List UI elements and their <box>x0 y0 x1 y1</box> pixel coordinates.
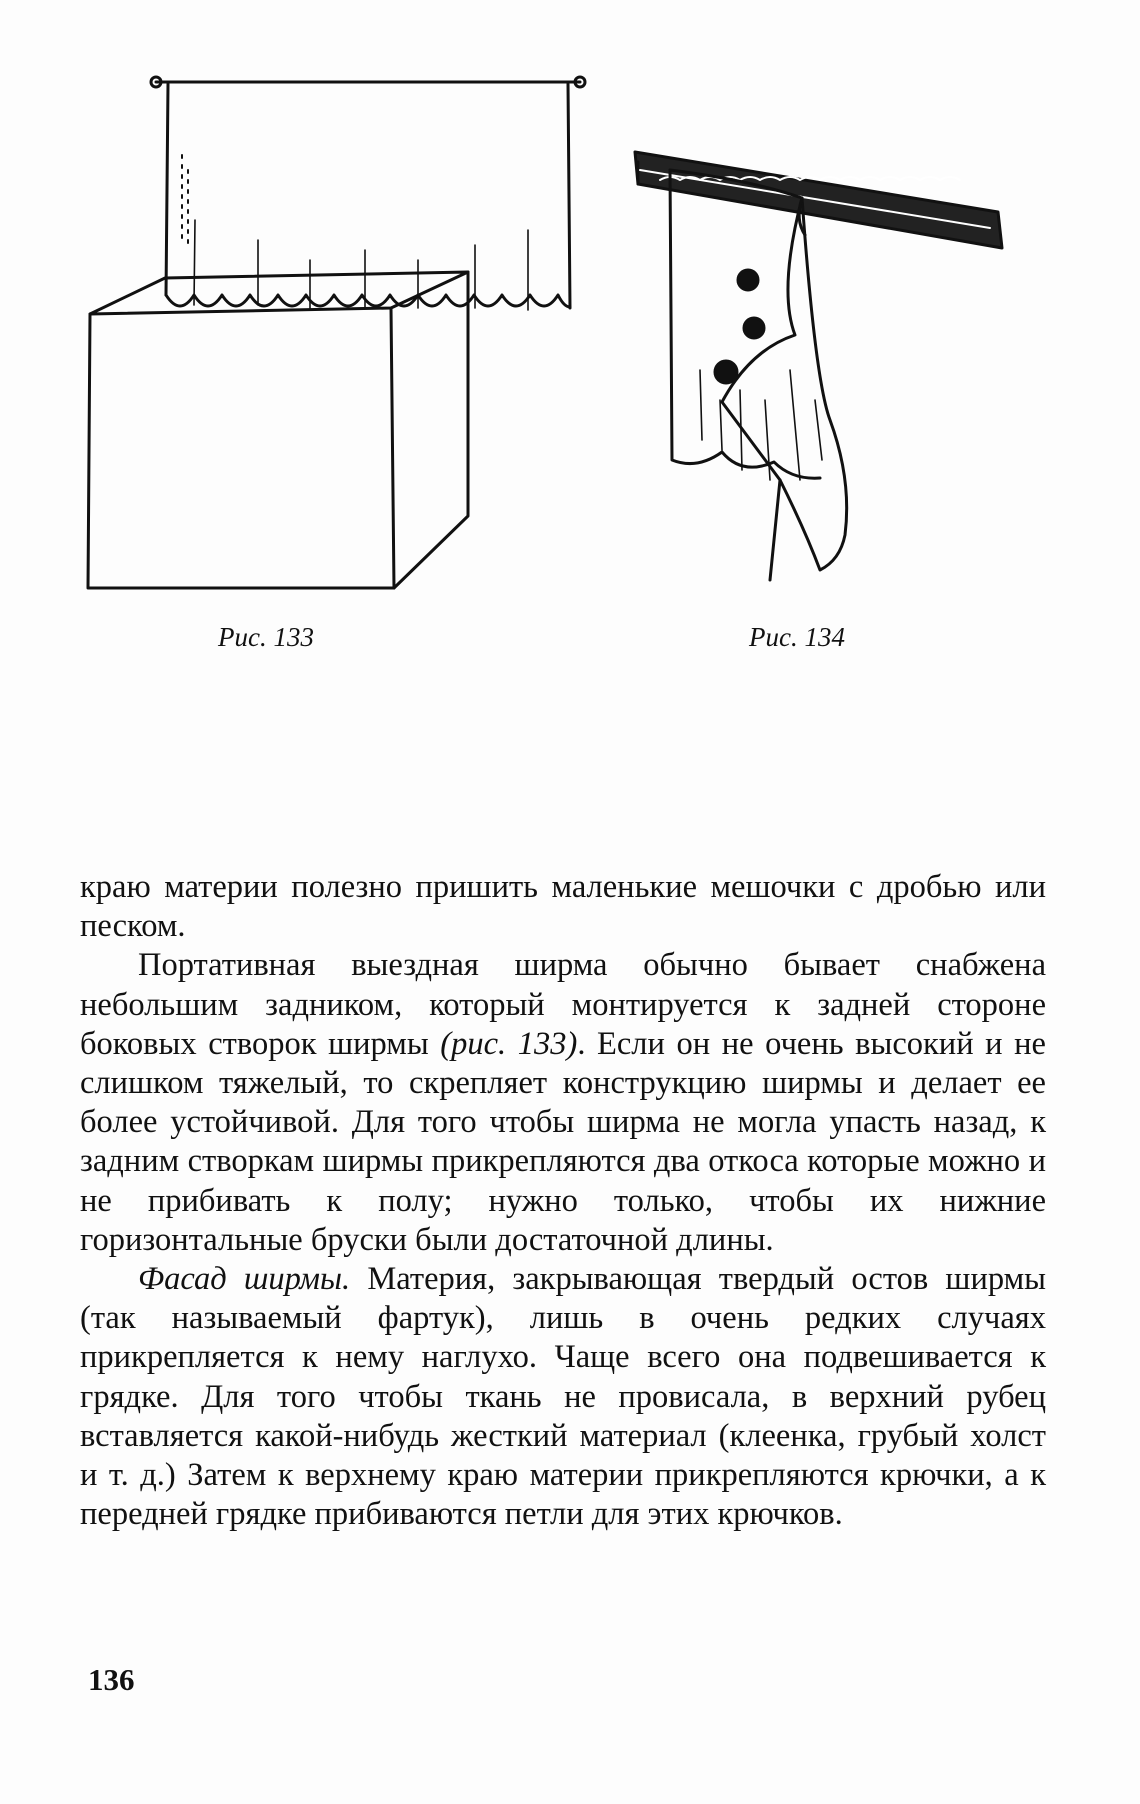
figure-133-caption: Рис. 133 <box>218 622 314 652</box>
paragraph-2-text-after: . Если он не очень высокий и не слишком тяжелый, то скрепляет конструкцию ширмы и делает ее более устойчивой. Для того чтобы ширма не могла упасть назад, к задним створкам ширмы прикрепляются два откоса которые можно и не прибивать к полу; нужно только, чтобы их нижние горизонтальные бруски были достаточной длины. <box>80 1025 1046 1258</box>
paragraph-2-text-before: Портативная выездная ширма обычно бывает снабжена небольшим задником, который монтируется к задней стороне боковых створок ширмы <box>80 947 1046 1062</box>
box-drawing <box>90 272 468 314</box>
paragraph-3 <box>80 1260 1046 1534</box>
page-number: 136 <box>88 1662 135 1697</box>
curtain-rail <box>635 152 1002 248</box>
paragraph-2 <box>80 946 1046 1260</box>
figure-134-drawing <box>630 140 1030 680</box>
figure-133-drawing <box>80 60 600 680</box>
body-text <box>80 868 1046 1534</box>
figure-134-caption: Рис. 134 <box>749 622 845 652</box>
paragraph-1: краю материи полезно пришить маленькие мешочки с дробью или песком. <box>80 869 1046 945</box>
paragraph-3-text: Материя, закрывающая твердый остов ширмы (так называемый фартук), лишь в очень редких случаях прикрепляется к нему наглухо. Чаще всего она подвешивается к грядке. Для того чтобы ткань не провисала, в верхний рубец вставляется какой-нибудь жесткий материал (клеенка, грубый холст и т. д.) Затем к верхнему краю материи прикрепляются крючки, а к передней грядке прибиваются петли для этих крючков. <box>80 1261 1047 1533</box>
section-heading: Фасад ширмы. <box>138 1261 351 1298</box>
hook-icons <box>715 270 764 383</box>
figure-reference: (рис. 133) <box>440 1025 578 1062</box>
curtain-hem <box>166 295 570 307</box>
